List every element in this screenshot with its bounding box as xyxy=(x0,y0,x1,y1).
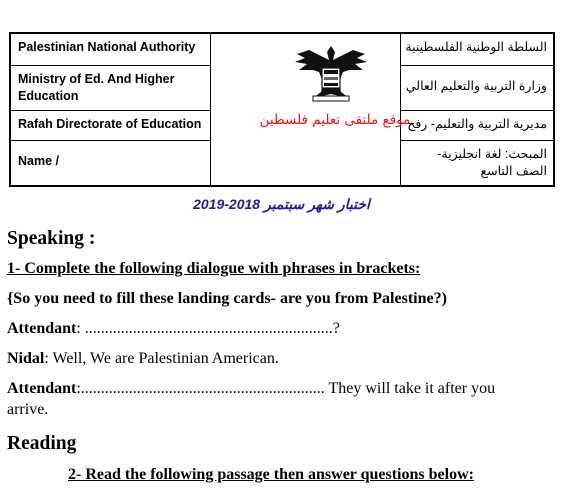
reading-heading: Reading xyxy=(7,433,77,454)
question-2: 2- Read the following passage then answer questions below: xyxy=(68,466,474,483)
dialogue-text: :............................................................. They will take it after you xyxy=(76,380,496,397)
dialogue-line-2 xyxy=(7,350,279,368)
directorate-ar: مديرية التربية والتعليم- رفح xyxy=(400,110,553,140)
dialogue-text: : Well, We are Palestinian American. xyxy=(44,350,279,367)
header-table xyxy=(9,32,555,187)
ministry-ar: وزارة التربية والتعليم العالي xyxy=(400,65,553,110)
dialogue-line-3 xyxy=(7,380,495,398)
speaking-heading: Speaking : xyxy=(7,228,96,249)
speaker: Attendant xyxy=(7,380,77,397)
phrases-brackets: {So you need to fill these landing cards- are you from Palestine?) xyxy=(7,290,447,307)
ministry-en: Ministry of Ed. And Higher Education xyxy=(11,65,211,110)
directorate-en: Rafah Directorate of Education xyxy=(11,110,211,140)
site-name: موقع ملتقى تعليم فلسطين xyxy=(259,112,411,128)
dialogue-line-1 xyxy=(7,320,340,338)
authority-en: Palestinian National Authority xyxy=(11,34,211,65)
exam-title: اختبار شهر سبتمبر 2018-2019 xyxy=(193,196,370,212)
speaker: Attendant xyxy=(7,320,77,337)
subject-ar: المبحث: لغة انجليزية- الصف التاسع xyxy=(400,140,553,185)
dialogue-line-3-cont: arrive. xyxy=(7,401,49,418)
authority-ar: السلطة الوطنية الفلسطينية xyxy=(400,34,553,65)
speaker: Nidal xyxy=(7,350,45,367)
dialogue-text: : ..............................................................? xyxy=(76,320,340,337)
eagle-emblem-icon xyxy=(291,42,371,104)
question-1: 1- Complete the following dialogue with phrases in brackets: xyxy=(7,260,421,277)
name-field: Name / xyxy=(11,140,211,185)
